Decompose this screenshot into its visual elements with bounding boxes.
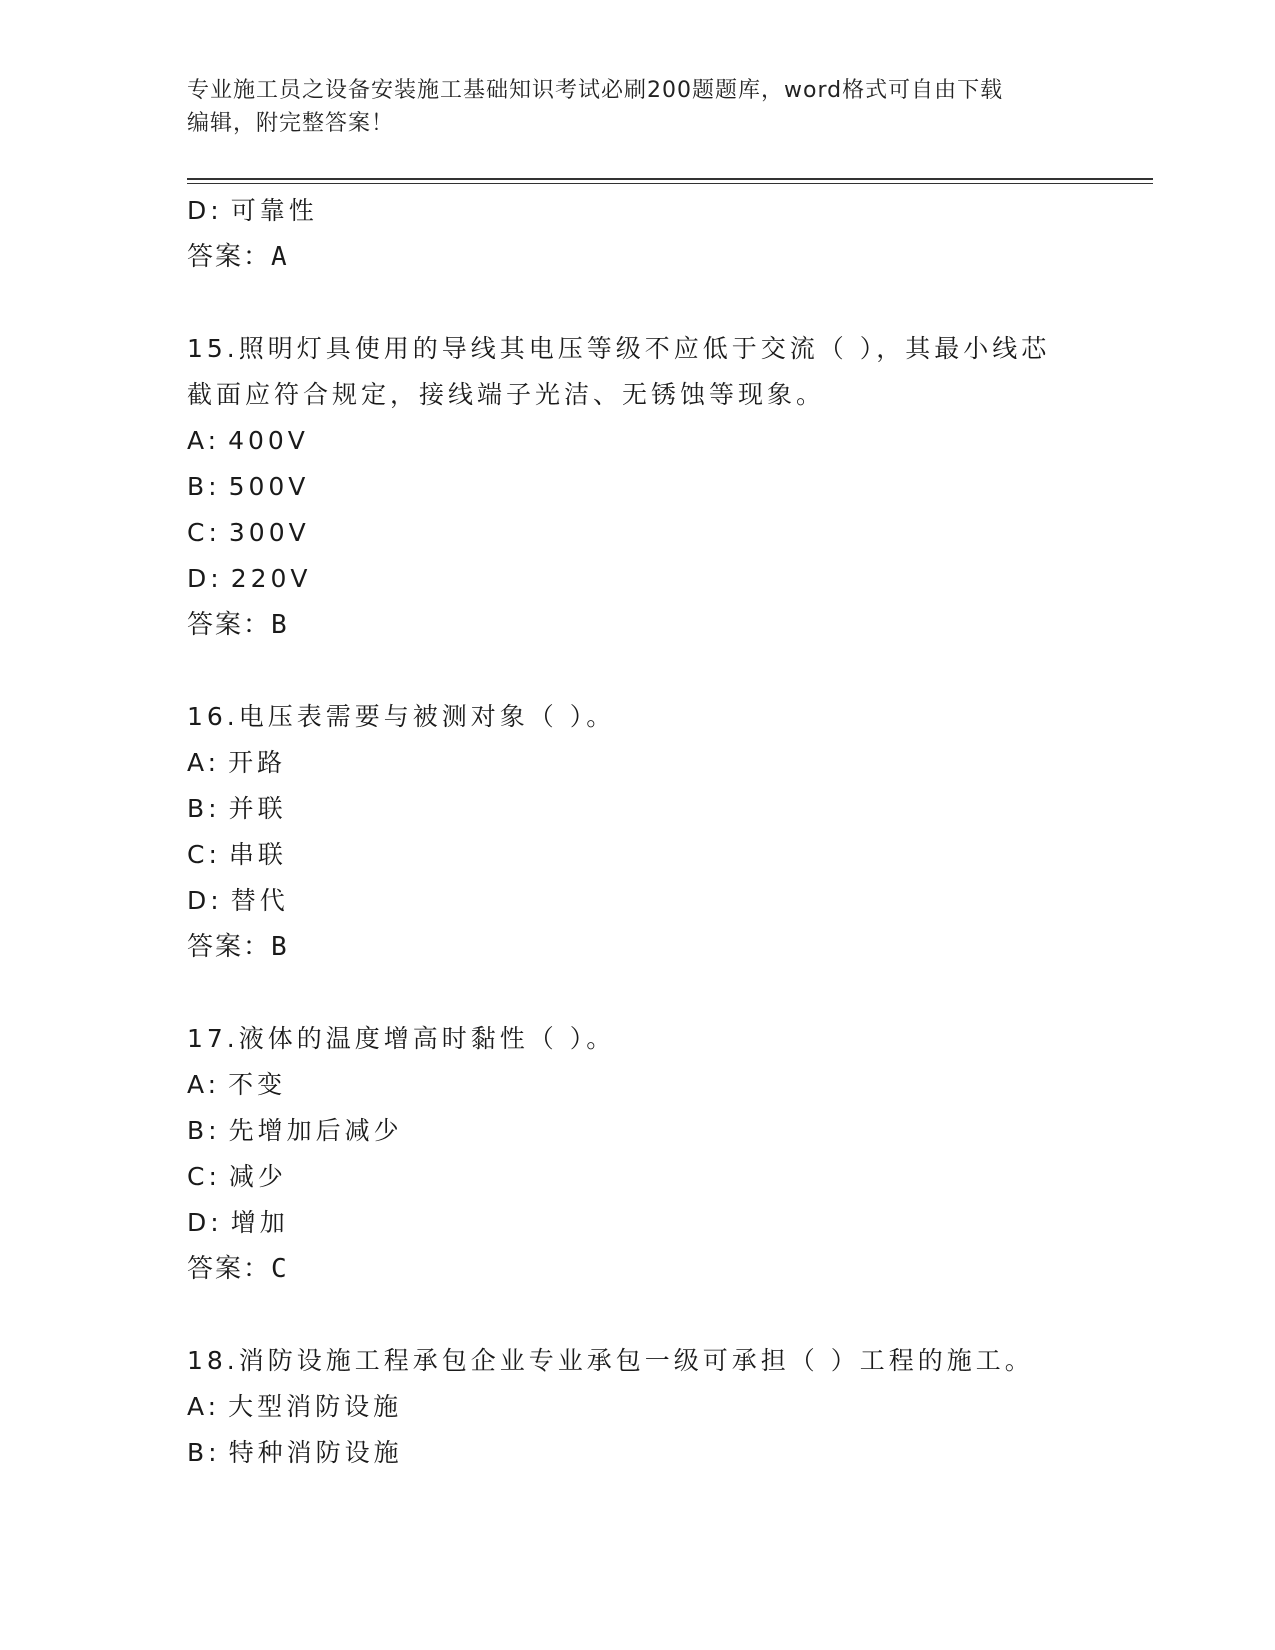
answer-value: B [271, 932, 289, 962]
option-text: 可靠性 [230, 196, 318, 225]
option-d [187, 878, 1153, 924]
option-d [187, 1200, 1153, 1246]
question-content [187, 188, 1153, 1476]
option-text: 串联 [228, 840, 287, 869]
option-key: D: [187, 886, 223, 915]
option-key: B: [187, 1438, 221, 1467]
option-b [187, 1430, 1153, 1476]
option-c [187, 1154, 1153, 1200]
option-d [187, 556, 1153, 602]
answer-line [187, 602, 1153, 648]
option-text: 大型消防设施 [228, 1392, 403, 1421]
spacer [187, 280, 1153, 326]
option-b [187, 786, 1153, 832]
answer-value: B [271, 610, 289, 640]
spacer [187, 648, 1153, 694]
option-key: B: [187, 472, 221, 501]
option-a [187, 1384, 1153, 1430]
question-stem: 17.液体的温度增高时黏性（ ）。 [187, 1024, 616, 1053]
option-key: D: [187, 564, 223, 593]
answer-line [187, 1246, 1153, 1292]
option-key: A: [187, 426, 221, 455]
option-a [187, 740, 1153, 786]
option-d [187, 188, 1153, 234]
option-text: 220V [230, 564, 312, 593]
option-text: 并联 [228, 794, 287, 823]
header-title-line1: 专业施工员之设备安装施工基础知识考试必刷200题题库，word格式可自由下载 [187, 78, 1004, 103]
option-a [187, 1062, 1153, 1108]
answer-value: A [271, 242, 289, 272]
header-divider-thin [187, 183, 1153, 184]
option-a [187, 418, 1153, 464]
option-text: 开路 [228, 748, 287, 777]
answer-label: 答案： [187, 932, 272, 962]
question-stem: 15.照明灯具使用的导线其电压等级不应低于交流（ ），其最小线芯 [187, 334, 1051, 363]
option-text: 减少 [228, 1162, 287, 1191]
document-header [187, 74, 1087, 140]
spacer [187, 1292, 1153, 1338]
option-text: 不变 [228, 1070, 287, 1099]
option-key: B: [187, 794, 221, 823]
option-key: A: [187, 1392, 221, 1421]
option-b [187, 1108, 1153, 1154]
question-stem: 18.消防设施工程承包企业专业承包一级可承担（ ）工程的施工。 [187, 1346, 1034, 1375]
option-text: 400V [228, 426, 309, 455]
option-key: D: [187, 196, 223, 225]
answer-line [187, 924, 1153, 970]
option-c [187, 510, 1153, 556]
answer-line [187, 234, 1153, 280]
option-key: A: [187, 748, 221, 777]
option-text: 先增加后减少 [228, 1116, 403, 1145]
question-stem: 16.电压表需要与被测对象（ ）。 [187, 702, 616, 731]
answer-label: 答案： [187, 242, 272, 272]
option-key: C: [187, 1162, 221, 1191]
answer-label: 答案： [187, 610, 272, 640]
option-text: 替代 [230, 886, 289, 915]
answer-value: C [271, 1254, 289, 1284]
header-divider-thick [187, 178, 1153, 180]
header-title-line2: 编辑，附完整答案！ [187, 111, 395, 136]
option-text: 500V [228, 472, 310, 501]
option-b [187, 464, 1153, 510]
option-text: 增加 [230, 1208, 289, 1237]
option-text: 特种消防设施 [228, 1438, 403, 1467]
option-c [187, 832, 1153, 878]
question-stem-continued: 截面应符合规定，接线端子光洁、无锈蚀等现象。 [187, 380, 826, 409]
answer-label: 答案： [187, 1254, 272, 1284]
option-text: 300V [228, 518, 310, 547]
option-key: C: [187, 518, 221, 547]
option-key: B: [187, 1116, 221, 1145]
option-key: A: [187, 1070, 221, 1099]
spacer [187, 970, 1153, 1016]
option-key: C: [187, 840, 221, 869]
option-key: D: [187, 1208, 223, 1237]
